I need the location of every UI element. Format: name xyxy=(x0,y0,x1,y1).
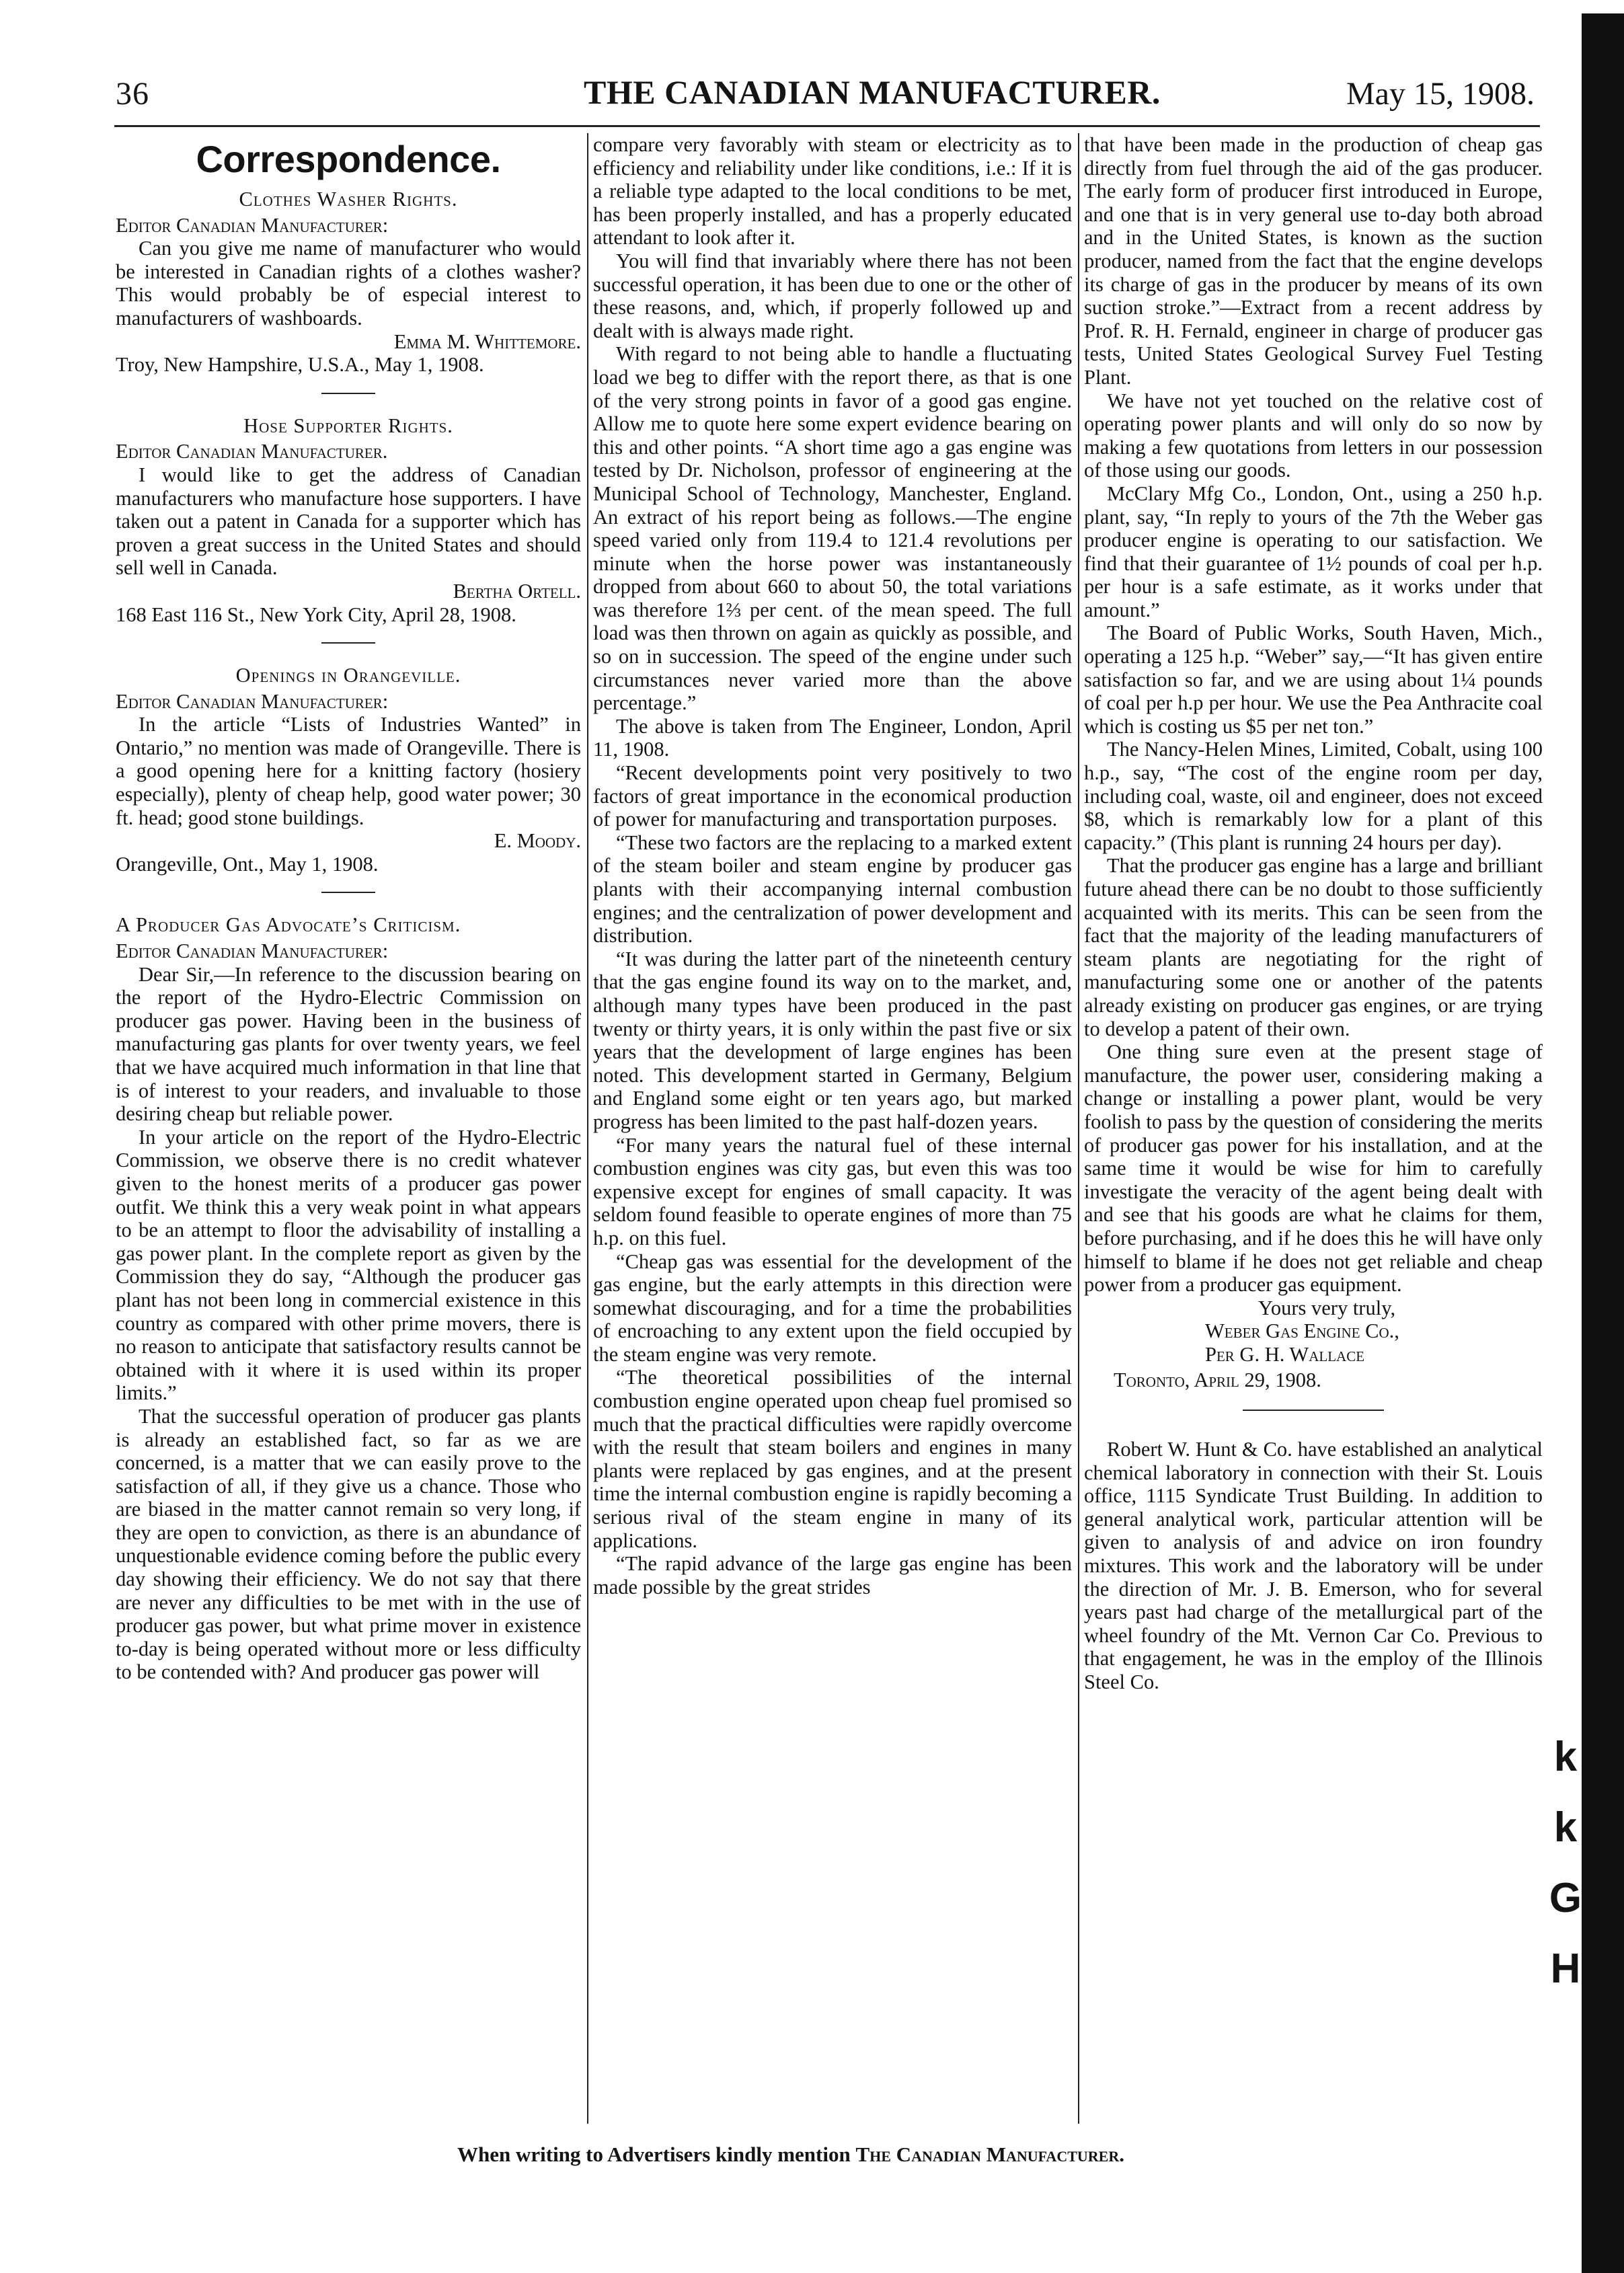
edge-letter: k xyxy=(1553,1734,1578,1780)
paragraph: In the article “Lists of Industries Wanted” in Ontario,” no mention was made of Orangeville. There is a good opening here for a knitting factory (hosiery especially), plenty of cheap help, good water power; 30 ft. head; good stone buildings. xyxy=(116,713,581,829)
address-line: 168 East 116 St., New York City, April 28, 1908. xyxy=(116,603,516,626)
paragraph: Troy, New Hampshire, U.S.A., May 1, 1908. xyxy=(116,353,484,377)
paragraph: “The rapid advance of the large gas engine has been made possible by the great strides xyxy=(593,1552,1072,1598)
paragraph: Orangeville, Ont., May 1, 1908. xyxy=(116,852,379,876)
edge-letter: H xyxy=(1550,1945,1581,1992)
page-number: 36 xyxy=(116,76,149,112)
paragraph: “Recent developments point very positively to two factors of great importance in the economical production of power for manufacturing and transportation purposes. xyxy=(593,761,1072,831)
section-title: Correspondence. xyxy=(196,138,501,180)
paragraph: compare very favorably with steam or electricity as to efficiency and reliability under like conditions, i.e.: If it is a reliable type adapted to the local conditions to be met, has been properly installed, and has a properly educated attendant to look after it. xyxy=(593,133,1072,249)
paragraph: Can you give me name of manufacturer who would be interested in Canadian rights of a clothes washer? This would probably be of especial interest to manufacturers of washboards. xyxy=(116,237,581,330)
section-divider xyxy=(1243,1410,1384,1411)
editor-salutation: Editor Canadian Manufacturer. xyxy=(116,440,388,463)
column-divider xyxy=(1078,133,1079,2124)
paragraph: “For many years the natural fuel of these internal combustion engines was city gas, but even this was too expensive except for engines of small capacity. It was seldom found feasible to operate engines of more than 75 h.p. on this fuel. xyxy=(593,1133,1072,1249)
paragraph: That the producer gas engine has a large and brilliant future ahead there can be no doubt to those sufficiently acquainted with its merits. This can be seen from the fact that the majority of the leading manufacturers of steam plants are negotiating for the right of manufacturing some one or another of the patents already existing on producer gas engines, or are trying to develop a patent of their own. xyxy=(1084,854,1543,1040)
place-date-line: Toronto, April 29, 1908. xyxy=(1114,1369,1321,1392)
paragraph: The Board of Public Works, South Haven, Mich., operating a 125 h.p. “Weber” say,—“It has given entire satisfaction so far, and we are using about 1¼ pounds of coal per h.p per hour. We use the Pea Anthracite coal which is costing us $5 per net ton.” xyxy=(1084,621,1543,738)
scan-edge-shadow xyxy=(1582,13,1624,2273)
footer-publication: The Canadian Manufacturer. xyxy=(855,2143,1124,2166)
paragraph: One thing sure even at the present stage of manufacture, the power user, considering making a change or installing a power plant, would be very foolish to pass by the question of considering the merits of producer gas power for his installation, and at the same time it would be wise for him to carefully investigate the veracity of the agent being dealt with and see that his goods are what he claims for them, before purchasing, and if he does this he will have only himself to blame if he does not get reliable and cheap power from a producer gas equipment. xyxy=(1084,1040,1543,1297)
edge-letter: G xyxy=(1549,1875,1582,1921)
signature: Per G. H. Wallace xyxy=(1205,1342,1365,1366)
paragraph: You will find that invariably where there has not been successful operation, it has been due to one or the other of these reasons, and, which, if properly followed up and dealt with is always made right. xyxy=(593,249,1072,342)
column-divider xyxy=(587,133,588,2124)
letter-heading: A Producer Gas Advocate’s Criticism. xyxy=(116,913,461,937)
paragraph: With regard to not being able to handle a fluctuating load we beg to differ with the report there, as that is one of the very strong points in favor of a good gas engine. Allow me to quote here some expert evidence bearing on this and other points. “A short time ago a gas engine was tested by Dr. Nicholson, professor of engineering at the Municipal School of Technology, Manchester, England. An extract of his report being as follows.—The engine speed varied only from 119.4 to 121.4 revolutions per minute when the horse power was instantaneously dropped from about 660 to about 50, the total variations was therefore 1⅔ per cent. of the mean speed. The full load was then thrown on again as quickly as possible, and so on in succession. The speed of the engine under such circumstances never varied more than the above percentage.” xyxy=(593,342,1072,715)
signature: Weber Gas Engine Co., xyxy=(1205,1319,1399,1343)
edge-letter: k xyxy=(1553,1804,1578,1851)
paragraph: We have not yet touched on the relative cost of operating power plants and will only do so now by making a few quotations from letters in our possession of those using our goods. xyxy=(1084,389,1543,482)
paragraph: I would like to get the address of Canadian manufacturers who manufacture hose supporters. I have taken out a patent in Canada for a supporter which has proven a great success in the United States and should sell well in Canada. xyxy=(116,463,581,580)
column-1 xyxy=(116,133,581,2124)
paragraph: “It was during the latter part of the nineteenth century that the gas engine found its way on to the market, and, although many types have been produced in the past twenty or thirty years, it is only within the past five or six years that the development of large engines has been noted. This development started in Germany, Belgium and England some eight or ten years ago, but marked progress has been limited to the past half-dozen years. xyxy=(593,947,1072,1133)
paragraph: “The theoretical possibilities of the internal combustion engine operated upon cheap fuel promised so much that the practical difficulties were rapidly overcome with the result that steam boilers and engines in many plants were replaced by gas engines, and at the present time the internal combustion engine is rapidly becoming a serious rival of the steam engine in many of its applications. xyxy=(593,1366,1072,1552)
signature: E. Moody. xyxy=(494,829,581,853)
advertiser-footer xyxy=(457,2143,1124,2167)
column-3 xyxy=(1084,133,1543,2124)
signature: Emma M. Whittemore. xyxy=(393,330,581,353)
publication-title: THE CANADIAN MANUFACTURER. xyxy=(584,73,1161,111)
paragraph: The Nancy-Helen Mines, Limited, Cobalt, using 100 h.p., say, “The cost of the engine room per day, including coal, waste, oil and engineer, does not exceed $8, which is remarkably low for a plant of this capacity.” (This plant is running 24 hours per day). xyxy=(1084,738,1543,854)
signature: Bertha Ortell. xyxy=(453,579,581,603)
editor-salutation: Editor Canadian Manufacturer: xyxy=(116,213,389,237)
adjacent-page-fragments xyxy=(1545,1722,1586,2004)
section-divider xyxy=(321,642,375,644)
editor-salutation: Editor Canadian Manufacturer: xyxy=(116,689,389,713)
paragraph: That the successful operation of producer gas plants is already an established fact, so far as we are concerned, is a matter that we can easily prove to the satisfaction of all, if they give us a chance. Those who are biased in the matter cannot remain so very long, if they are open to conviction, as there is an abundance of unquestionable evidence coming before the public every day showing their efficiency. We do not say that there are never any difficulties to be met with in the use of producer gas power, but what prime mover in existence to-day is being operated without more or less difficulty to be contended with? And producer gas power will xyxy=(116,1404,581,1684)
issue-date: May 15, 1908. xyxy=(1346,76,1535,112)
letter-heading: Clothes Washer Rights. xyxy=(239,188,458,210)
paragraph: The above is taken from The Engineer, London, April 11, 1908. xyxy=(593,714,1072,761)
paragraph: “Cheap gas was essential for the development of the gas engine, but the early attempts in this direction were somewhat discouraging, and for a time the probabilities of encroaching to any extent upon the field occupied by the steam engine was very remote. xyxy=(593,1249,1072,1366)
section-divider xyxy=(321,892,375,893)
column-2 xyxy=(593,133,1072,2124)
footer-lead: When writing to Advertisers kindly mention xyxy=(457,2143,856,2166)
paragraph: In your article on the report of the Hydro-Electric Commission, we observe there is no credit whatever given to the honest merits of a producer gas power outfit. We think this a very weak point in what appears to be an attempt to floor the advisability of installing a gas power plant. In the complete report as given by the Commission they do say, “Although the producer gas plant has not been long in commercial existence in this country as compared with other prime movers, there is no reason to anticipate that satisfactory results cannot be obtained with it where it is used within its proper limits.” xyxy=(116,1125,581,1405)
section-divider xyxy=(321,393,375,394)
paragraph: Dear Sir,—In reference to the discussion bearing on the report of the Hydro-Electric Commission on producer gas power. Having been in the business of manufacturing gas plants for over twenty years, we feel that we have acquired much information in that line that is of interest to your readers, and invaluable to those desiring cheap but reliable power. xyxy=(116,962,581,1126)
paragraph: McClary Mfg Co., London, Ont., using a 250 h.p. plant, say, “In reply to yours of the 7th the Weber gas producer engine is operating to our satisfaction. We find that their guarantee of 1½ pounds of coal per h.p. per hour is a safe estimate, as it works under that amount.” xyxy=(1084,481,1543,621)
paragraph: that have been made in the production of cheap gas directly from fuel through the aid of the gas producer. The early form of producer first introduced in Europe, and one that is in very general use to-day both abroad and in the United States, is known as the suction producer, named from the fact that the engine develops its charge of gas in the producer by means of its own suction stroke.”—Extract from a recent address by Prof. R. H. Fernald, engineer in charge of producer gas tests, United States Geological Survey Fuel Testing Plant. xyxy=(1084,133,1543,389)
paragraph: “These two factors are the replacing to a marked extent of the steam boiler and steam engine by producer gas plants with their accompanying internal combustion engines; and the centralization of power development and distribution. xyxy=(593,831,1072,948)
header-rule xyxy=(114,125,1540,127)
closing-line: Yours very truly, xyxy=(1258,1296,1396,1319)
letter-heading: Hose Supporter Rights. xyxy=(243,414,453,437)
paragraph: Robert W. Hunt & Co. have established an analytical chemical laboratory in connection with their St. Louis office, 1115 Syndicate Trust Building. In addition to general analytical work, particular attention will be given to analysis of and advice on iron foundry mixtures. This work and the laboratory will be under the direction of Mr. J. B. Emerson, who for several years past had charge of the metallurgical part of the wheel foundry of the Mt. Vernon Car Co. Previous to that engagement, he was in the employ of the Illinois Steel Co. xyxy=(1084,1438,1543,1693)
letter-heading: Openings in Orangeville. xyxy=(235,664,461,687)
editor-salutation: Editor Canadian Manufacturer: xyxy=(116,939,389,963)
